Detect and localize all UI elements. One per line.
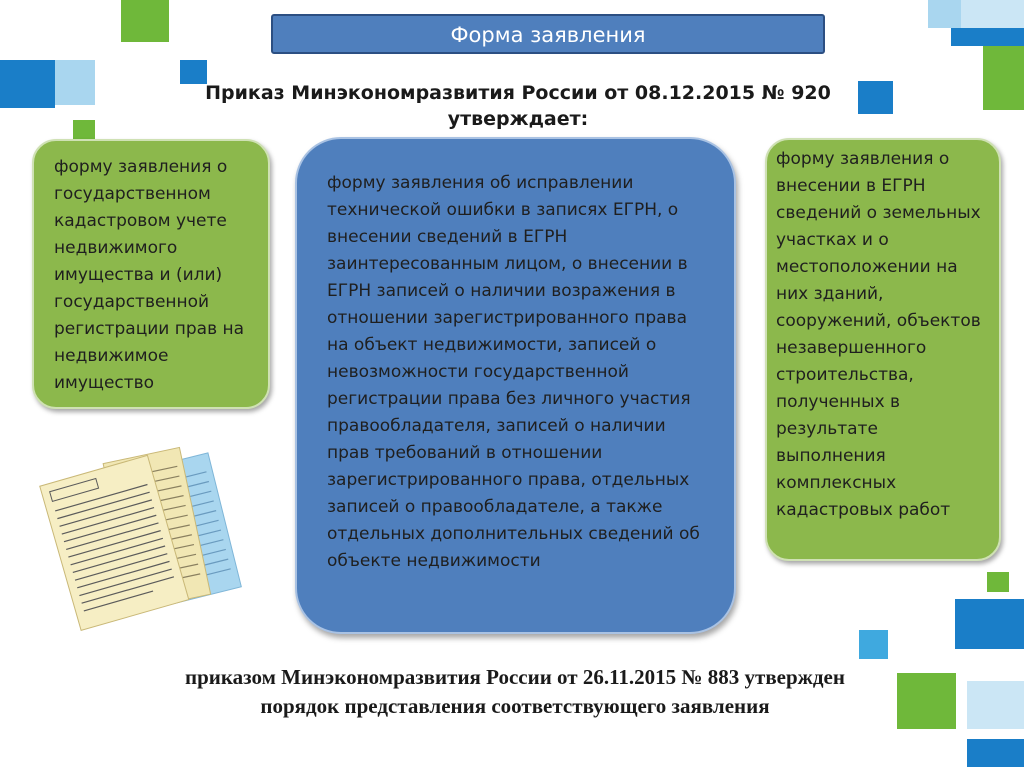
- form-box-cadastral-registration: [32, 139, 270, 409]
- form-box-text: форму заявления о государственном кадастровом учете недвижимого имущества и (или) государственной регистрации прав на недвижимое имущество: [54, 157, 245, 393]
- decor-square: [121, 0, 169, 42]
- order-heading: Приказ Минэкономразвития России от 08.12.2015 № 920 утверждает:: [205, 82, 831, 130]
- decor-square: [73, 120, 95, 140]
- decor-square: [0, 60, 55, 108]
- application-forms-icon: [38, 430, 264, 640]
- bottom-order-note: приказом Минэкономразвития России от 26.11.2015 № 883 утвержден порядок представления соответствующего заявления: [185, 665, 845, 718]
- decor-square: [55, 60, 95, 105]
- decor-square: [897, 673, 956, 729]
- decor-square: [955, 599, 1024, 649]
- decor-square: [967, 739, 1024, 767]
- form-box-text: форму заявления об исправлении технической ошибки в записях ЕГРН, о внесении сведений в ЕГРН заинтересованным лицом, о внесении в ЕГРН записей о наличии возражения в отношении зарегистрированного права на объект недвижимости, записей о невозможности государственной регистрации права без личного участия правообладателя, записей о наличии прав требований в отношении зарегистрированного права, отдельных записей о правообладателе, а также отдельных дополнительных сведений об объекте недвижимости: [327, 173, 700, 571]
- decor-square: [961, 0, 1024, 28]
- page-title: Форма заявления: [271, 14, 825, 54]
- decor-square: [987, 572, 1009, 592]
- form-box-complex-cadastral-works: [765, 138, 1001, 561]
- decor-square: [951, 28, 1024, 46]
- decor-square: [858, 81, 893, 114]
- form-box-text: форму заявления о внесении в ЕГРН сведений о земельных участках и о местоположении на них зданий, сооружений, объектов незавершенного строительства, полученных в результате выполнения комплексных кадастровых работ: [776, 149, 981, 520]
- decor-square: [967, 681, 1024, 729]
- decor-square: [859, 630, 888, 659]
- form-box-technical-error: [295, 137, 736, 634]
- decor-square: [928, 0, 961, 28]
- decor-square: [983, 46, 1024, 110]
